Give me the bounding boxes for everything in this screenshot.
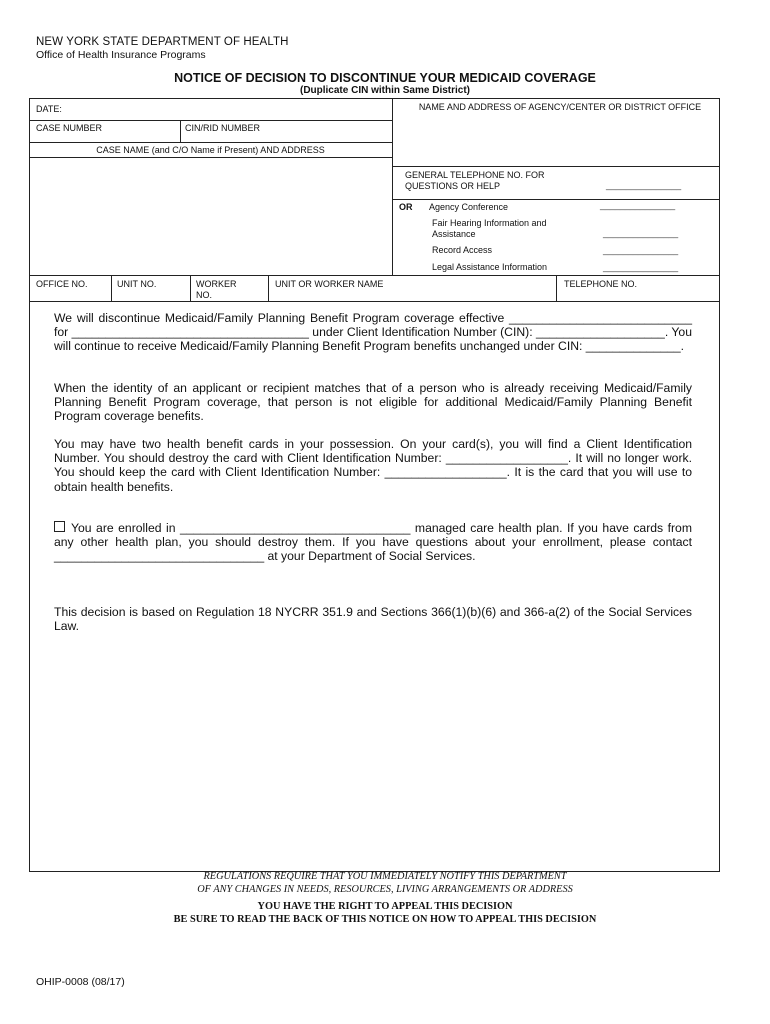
unit-worker-name-label: UNIT OR WORKER NAME — [275, 279, 384, 289]
case-cin-divider — [180, 120, 181, 142]
regulation-notice-line-2: OF ANY CHANGES IN NEEDS, RESOURCES, LIVING ARRANGEMENTS OR ADDRESS — [197, 884, 573, 895]
date-row-divider — [29, 120, 392, 121]
fair-hearing-label: Fair Hearing Information and Assistance — [432, 218, 547, 239]
fair-hearing-blank: _______________ — [603, 228, 679, 238]
case-name-label: CASE NAME (and C/O Name if Present) AND ADDRESS — [96, 145, 325, 155]
agency-conference-label: Agency Conference — [429, 202, 509, 212]
telephone-no-label: TELEPHONE NO. — [564, 279, 638, 289]
enrollment-paragraph — [54, 521, 692, 564]
office-unit-divider — [111, 275, 112, 301]
enrollment-text: You are enrolled in __________________________________ managed care health plan. If you have cards from any other health plan, you should destroy them. If you have questions about your enrollment, please contact _______________________________ at your Department of Social Services. — [54, 521, 692, 564]
office-no-label: OFFICE NO. — [36, 279, 88, 289]
agency-divider — [392, 166, 720, 167]
agency-label: NAME AND ADDRESS OF AGENCY/CENTER OR DISTRICT OFFICE — [418, 102, 702, 112]
regulation-paragraph: This decision is based on Regulation 18 NYCRR 351.9 and Sections 366(1)(b)(6) and 366-a(2) of the Social Services Law. — [54, 605, 692, 634]
legal-assistance-label: Legal Assistance Information — [432, 262, 548, 272]
regulation-notice-line-1: REGULATIONS REQUIRE THAT YOU IMMEDIATELY NOTIFY THIS DEPARTMENT — [203, 871, 567, 882]
record-access-label: Record Access — [432, 245, 493, 255]
office-row-top — [29, 275, 720, 276]
worker-name-divider — [268, 275, 269, 301]
cin-rid-label: CIN/RID NUMBER — [185, 123, 261, 133]
case-name-divider — [29, 157, 392, 158]
record-access-blank: _______________ — [603, 245, 679, 255]
agency-conference-blank: _______________ — [600, 200, 676, 210]
identity-paragraph: When the identity of an applicant or recipient matches that of a person who is already receiving Medicaid/Family Planning Benefit Program coverage, that person is not eligible for additional Medicaid/Family Planning Benefit Program coverage benefits. — [54, 381, 692, 424]
office-row-bottom — [29, 301, 720, 302]
department-name: NEW YORK STATE DEPARTMENT OF HEALTH — [36, 36, 289, 48]
date-label: DATE: — [36, 104, 62, 114]
name-tel-divider — [556, 275, 557, 301]
worker-no-label: WORKER NO. — [196, 279, 237, 300]
general-tel-label: GENERAL TELEPHONE NO. FOR QUESTIONS OR HELP — [405, 170, 545, 191]
enrolled-checkbox[interactable] — [54, 521, 65, 532]
form-number: OHIP-0008 (08/17) — [36, 976, 125, 988]
or-label: OR — [399, 202, 413, 212]
case-row-divider — [29, 142, 392, 143]
unit-worker-divider — [190, 275, 191, 301]
case-number-label: CASE NUMBER — [36, 123, 103, 133]
discontinue-paragraph: We will discontinue Medicaid/Family Planning Benefit Program coverage effective ___________________________ for ___________________________________ under Client Identification Number (CIN): ___________________. You will continue to receive Medicaid/Family Planning Benefit Program benefits unchanged under CIN: ______________. — [54, 311, 692, 354]
unit-no-label: UNIT NO. — [117, 279, 157, 289]
left-right-divider — [392, 98, 393, 275]
legal-assistance-blank: _______________ — [603, 262, 679, 272]
office-name: Office of Health Insurance Programs — [36, 49, 206, 61]
appeal-notice-line-2: BE SURE TO READ THE BACK OF THIS NOTICE ON HOW TO APPEAL THIS DECISION — [173, 914, 597, 925]
appeal-notice-line-1: YOU HAVE THE RIGHT TO APPEAL THIS DECISION — [257, 901, 513, 912]
page-title: NOTICE OF DECISION TO DISCONTINUE YOUR MEDICAID COVERAGE — [174, 71, 596, 85]
general-tel-blank: _______________ — [606, 180, 682, 190]
page-subtitle: (Duplicate CIN within Same District) — [299, 85, 471, 96]
cards-paragraph: You may have two health benefit cards in your possession. On your card(s), you will find a Client Identification Number. You should destroy the card with Client Identification Number: __________________. It will no longer work. You should keep the card with Client Identification Number: __________________. It is the card that you will use to obtain health benefits. — [54, 437, 692, 494]
